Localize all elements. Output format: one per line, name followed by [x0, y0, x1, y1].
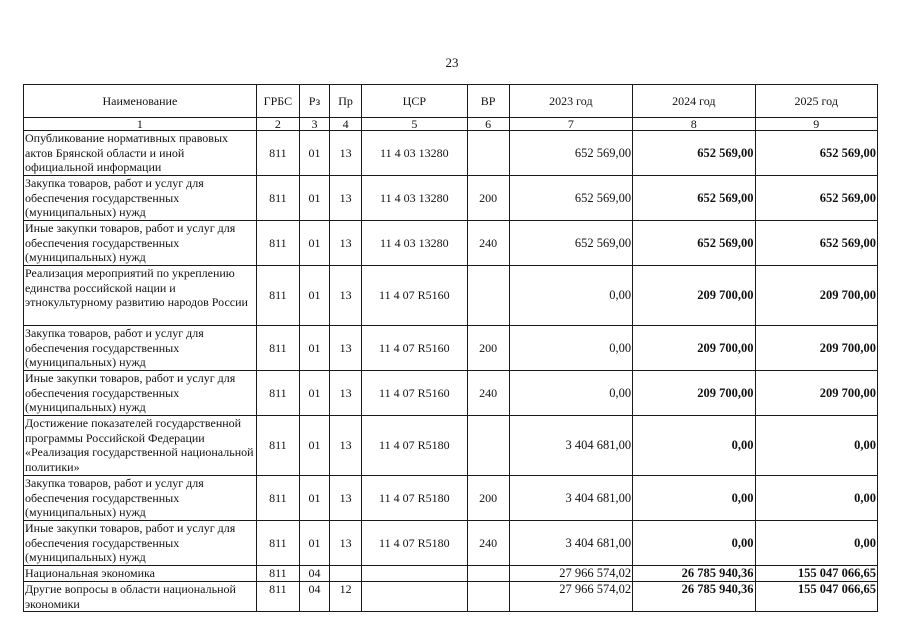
row-grbs: 811	[256, 131, 299, 176]
row-name: Иные закупки товаров, работ и услуг для обеспечения государственных (муниципальных) нужд	[24, 221, 257, 266]
row-csr: 11 4 03 13280	[362, 176, 467, 221]
header-rz: Рз	[299, 85, 329, 118]
row-amount-2025: 209 700,00	[755, 266, 878, 326]
column-number: 3	[299, 118, 329, 131]
row-vr: 240	[467, 521, 509, 566]
row-vr: 200	[467, 476, 509, 521]
table-row	[24, 371, 878, 416]
row-name: Закупка товаров, работ и услуг для обеспечения государственных (муниципальных) нужд	[24, 326, 257, 371]
row-vr	[467, 566, 509, 582]
table-row	[24, 521, 878, 566]
row-vr: 200	[467, 176, 509, 221]
column-number: 9	[755, 118, 878, 131]
row-amount-2023: 652 569,00	[509, 221, 632, 266]
table-row	[24, 566, 878, 582]
row-name: Закупка товаров, работ и услуг для обеспечения государственных (муниципальных) нужд	[24, 176, 257, 221]
table-row	[24, 416, 878, 476]
row-amount-2024: 209 700,00	[633, 266, 755, 326]
header-2024: 2024 год	[633, 85, 755, 118]
header-pr: Пр	[330, 85, 362, 118]
row-grbs: 811	[256, 476, 299, 521]
column-number: 6	[467, 118, 509, 131]
row-amount-2023: 0,00	[509, 266, 632, 326]
row-grbs: 811	[256, 266, 299, 326]
row-rz: 01	[299, 176, 329, 221]
row-amount-2023: 652 569,00	[509, 131, 632, 176]
row-name: Национальная экономика	[24, 566, 257, 582]
header-csr: ЦСР	[362, 85, 467, 118]
row-amount-2025: 155 047 066,65	[755, 582, 878, 612]
header-row	[24, 85, 878, 118]
row-pr: 13	[330, 521, 362, 566]
row-rz: 01	[299, 266, 329, 326]
row-pr: 13	[330, 476, 362, 521]
row-amount-2025: 0,00	[755, 416, 878, 476]
row-name: Реализация мероприятий по укреплению единства российской нации и этнокультурному развитию народов России	[24, 266, 257, 326]
row-name: Достижение показателей государственной программы Российской Федерации «Реализация государственной национальной политики»	[24, 416, 257, 476]
row-pr: 13	[330, 131, 362, 176]
column-number-row	[24, 118, 878, 131]
row-vr: 200	[467, 326, 509, 371]
row-amount-2025: 209 700,00	[755, 326, 878, 371]
row-amount-2024: 0,00	[633, 416, 755, 476]
row-grbs: 811	[256, 371, 299, 416]
row-amount-2024: 0,00	[633, 476, 755, 521]
row-csr: 11 4 07 R5180	[362, 521, 467, 566]
row-amount-2024: 652 569,00	[633, 176, 755, 221]
row-name: Опубликование нормативных правовых актов Брянской области и иной официальной информации	[24, 131, 257, 176]
row-amount-2023: 652 569,00	[509, 176, 632, 221]
row-amount-2023: 3 404 681,00	[509, 416, 632, 476]
column-number: 1	[24, 118, 257, 131]
row-amount-2024: 209 700,00	[633, 371, 755, 416]
row-grbs: 811	[256, 416, 299, 476]
row-vr	[467, 582, 509, 612]
row-vr	[467, 131, 509, 176]
table-row	[24, 326, 878, 371]
budget-table	[23, 84, 878, 612]
row-csr: 11 4 03 13280	[362, 131, 467, 176]
header-2025: 2025 год	[755, 85, 878, 118]
row-vr: 240	[467, 221, 509, 266]
row-amount-2024: 209 700,00	[633, 326, 755, 371]
row-pr	[330, 566, 362, 582]
row-name: Другие вопросы в области национальной экономики	[24, 582, 257, 612]
row-amount-2023: 3 404 681,00	[509, 521, 632, 566]
row-rz: 01	[299, 221, 329, 266]
row-csr	[362, 582, 467, 612]
row-rz: 04	[299, 566, 329, 582]
row-csr: 11 4 07 R5160	[362, 371, 467, 416]
table-row	[24, 266, 878, 326]
row-rz: 01	[299, 326, 329, 371]
table-row	[24, 221, 878, 266]
row-grbs: 811	[256, 582, 299, 612]
row-amount-2025: 652 569,00	[755, 131, 878, 176]
row-amount-2024: 26 785 940,36	[633, 566, 755, 582]
row-amount-2023: 3 404 681,00	[509, 476, 632, 521]
row-csr: 11 4 07 R5180	[362, 476, 467, 521]
column-number: 5	[362, 118, 467, 131]
column-number: 2	[256, 118, 299, 131]
row-amount-2024: 26 785 940,36	[633, 582, 755, 612]
row-amount-2025: 0,00	[755, 521, 878, 566]
row-amount-2025: 652 569,00	[755, 176, 878, 221]
row-amount-2023: 27 966 574,02	[509, 566, 632, 582]
row-pr: 13	[330, 371, 362, 416]
row-amount-2023: 0,00	[509, 326, 632, 371]
row-amount-2025: 155 047 066,65	[755, 566, 878, 582]
row-grbs: 811	[256, 176, 299, 221]
table-row	[24, 131, 878, 176]
row-amount-2024: 652 569,00	[633, 221, 755, 266]
row-grbs: 811	[256, 566, 299, 582]
row-rz: 01	[299, 131, 329, 176]
row-csr: 11 4 07 R5180	[362, 416, 467, 476]
row-pr: 13	[330, 176, 362, 221]
row-rz: 01	[299, 476, 329, 521]
row-vr	[467, 266, 509, 326]
row-csr: 11 4 03 13280	[362, 221, 467, 266]
row-amount-2023: 0,00	[509, 371, 632, 416]
table-row	[24, 476, 878, 521]
column-number: 7	[509, 118, 632, 131]
column-number: 8	[633, 118, 755, 131]
row-amount-2023: 27 966 574,02	[509, 582, 632, 612]
row-grbs: 811	[256, 221, 299, 266]
row-pr: 12	[330, 582, 362, 612]
header-vr: ВР	[467, 85, 509, 118]
row-csr	[362, 566, 467, 582]
row-pr: 13	[330, 416, 362, 476]
header-name: Наименование	[24, 85, 257, 118]
header-grbs: ГРБС	[256, 85, 299, 118]
row-amount-2025: 652 569,00	[755, 221, 878, 266]
row-name: Иные закупки товаров, работ и услуг для обеспечения государственных (муниципальных) нужд	[24, 371, 257, 416]
row-amount-2025: 0,00	[755, 476, 878, 521]
row-csr: 11 4 07 R5160	[362, 266, 467, 326]
row-pr: 13	[330, 221, 362, 266]
row-vr	[467, 416, 509, 476]
row-rz: 01	[299, 371, 329, 416]
row-vr: 240	[467, 371, 509, 416]
row-rz: 01	[299, 416, 329, 476]
row-pr: 13	[330, 266, 362, 326]
row-grbs: 811	[256, 521, 299, 566]
row-pr: 13	[330, 326, 362, 371]
row-rz: 01	[299, 521, 329, 566]
table-row	[24, 176, 878, 221]
header-2023: 2023 год	[509, 85, 632, 118]
row-csr: 11 4 07 R5160	[362, 326, 467, 371]
row-rz: 04	[299, 582, 329, 612]
row-name: Иные закупки товаров, работ и услуг для обеспечения государственных (муниципальных) нужд	[24, 521, 257, 566]
row-name: Закупка товаров, работ и услуг для обеспечения государственных (муниципальных) нужд	[24, 476, 257, 521]
row-amount-2024: 0,00	[633, 521, 755, 566]
row-amount-2024: 652 569,00	[633, 131, 755, 176]
table-row	[24, 582, 878, 612]
column-number: 4	[330, 118, 362, 131]
row-amount-2025: 209 700,00	[755, 371, 878, 416]
page-number: 23	[445, 55, 459, 70]
row-grbs: 811	[256, 326, 299, 371]
